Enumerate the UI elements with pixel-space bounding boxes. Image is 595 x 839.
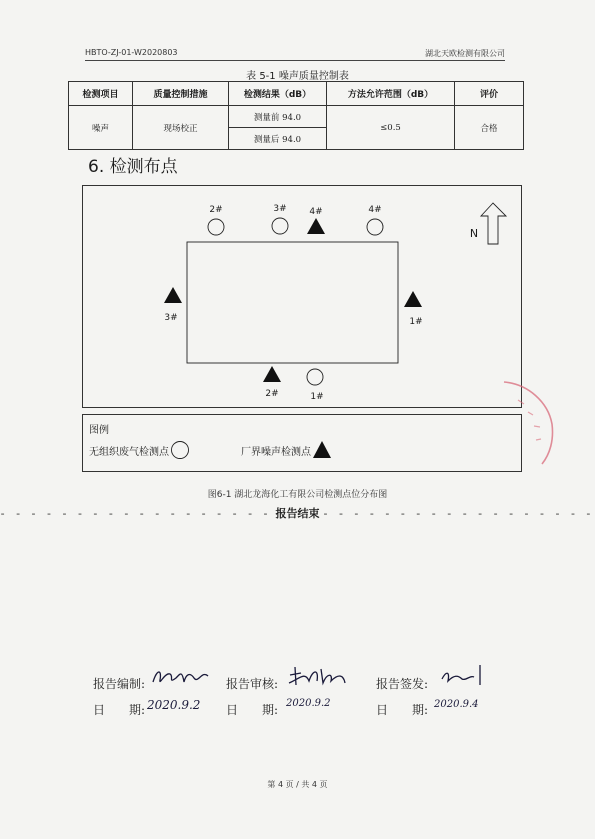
compiler-label: 报告编制: bbox=[93, 677, 146, 691]
page-footer: 第 4 页 / 共 4 页 bbox=[267, 780, 328, 789]
point-label: 4# bbox=[309, 207, 323, 217]
air-point-circle bbox=[367, 219, 383, 235]
company-name: 湖北天欧检测有限公司 bbox=[425, 49, 505, 58]
cell-item: 噪声 bbox=[69, 106, 133, 150]
point-label: 2# bbox=[209, 205, 223, 215]
figure-caption: 图6-1 湖北龙海化工有限公司检测点位分布图 bbox=[207, 490, 388, 500]
air-point-circle bbox=[307, 369, 323, 385]
reviewer-signature bbox=[287, 663, 349, 689]
col-header: 质量控制措施 bbox=[133, 82, 229, 106]
north-label: N bbox=[469, 227, 479, 240]
header-divider bbox=[85, 60, 505, 61]
date-value-3: 2020.9.4 bbox=[434, 699, 479, 710]
col-header: 检测结果（dB） bbox=[229, 82, 327, 106]
point-label: 3# bbox=[164, 313, 178, 323]
plant-boundary bbox=[187, 242, 398, 363]
cell-measure: 现场校正 bbox=[133, 106, 229, 150]
cell-result-after: 测量后 94.0 bbox=[229, 128, 327, 150]
report-end-line bbox=[0, 505, 595, 521]
report-end-text: 报告结束 bbox=[275, 507, 320, 520]
layout-svg bbox=[83, 186, 523, 409]
legend-item-air bbox=[89, 440, 191, 460]
section-title: 6. 检测布点 bbox=[88, 157, 178, 177]
company-seal-stamp bbox=[498, 378, 558, 468]
table-row bbox=[69, 106, 524, 128]
legend-label: 无组织废气检测点 bbox=[89, 446, 169, 458]
noise-point-triangle bbox=[263, 366, 281, 382]
point-label: 4# bbox=[368, 205, 382, 215]
point-label: 3# bbox=[273, 204, 287, 214]
cell-allowed: ≤0.5 bbox=[327, 106, 455, 150]
circle-icon bbox=[169, 440, 191, 460]
noise-point-triangle bbox=[307, 218, 325, 234]
north-arrow-icon bbox=[481, 203, 506, 244]
point-label: 1# bbox=[310, 392, 324, 402]
date-label-2: 日 期: bbox=[226, 703, 279, 717]
cell-evaluation: 合格 bbox=[455, 106, 524, 150]
noise-point-triangle bbox=[404, 291, 422, 307]
legend-title: 图例 bbox=[89, 425, 109, 436]
monitoring-layout-diagram bbox=[82, 185, 522, 408]
point-label: 1# bbox=[409, 317, 423, 327]
legend-box bbox=[82, 414, 522, 472]
legend-item-noise bbox=[241, 440, 333, 460]
legend-label: 厂界噪声检测点 bbox=[241, 446, 311, 458]
col-header: 检测项目 bbox=[69, 82, 133, 106]
col-header: 方法允许范围（dB） bbox=[327, 82, 455, 106]
air-point-circle bbox=[272, 218, 288, 234]
table-header-row bbox=[69, 82, 524, 106]
cell-result-before: 测量前 94.0 bbox=[229, 106, 327, 128]
approver-signature bbox=[440, 663, 490, 687]
air-point-circle bbox=[208, 219, 224, 235]
compiler-signature bbox=[150, 664, 212, 690]
date-value-1: 2020.9.2 bbox=[147, 698, 201, 712]
approver-label: 报告签发: bbox=[376, 677, 429, 691]
date-label-1: 日 期: bbox=[93, 703, 146, 717]
noise-point-triangle bbox=[164, 287, 182, 303]
table-title: 表 5-1 噪声质量控制表 bbox=[246, 71, 349, 82]
date-value-2: 2020.9.2 bbox=[286, 698, 331, 709]
triangle-icon bbox=[311, 440, 333, 460]
doc-code: HBTO-ZJ-01-W2020803 bbox=[85, 48, 178, 57]
noise-qc-table bbox=[68, 81, 524, 150]
date-label-3: 日 期: bbox=[376, 703, 429, 717]
dash-divider: - - - - - - - - - - - - - - - - - - bbox=[0, 506, 272, 520]
dash-divider: - - - - - - - - - - - - - - - - - - bbox=[323, 506, 595, 520]
reviewer-label: 报告审核: bbox=[226, 677, 279, 691]
point-label: 2# bbox=[265, 389, 279, 399]
col-header: 评价 bbox=[455, 82, 524, 106]
